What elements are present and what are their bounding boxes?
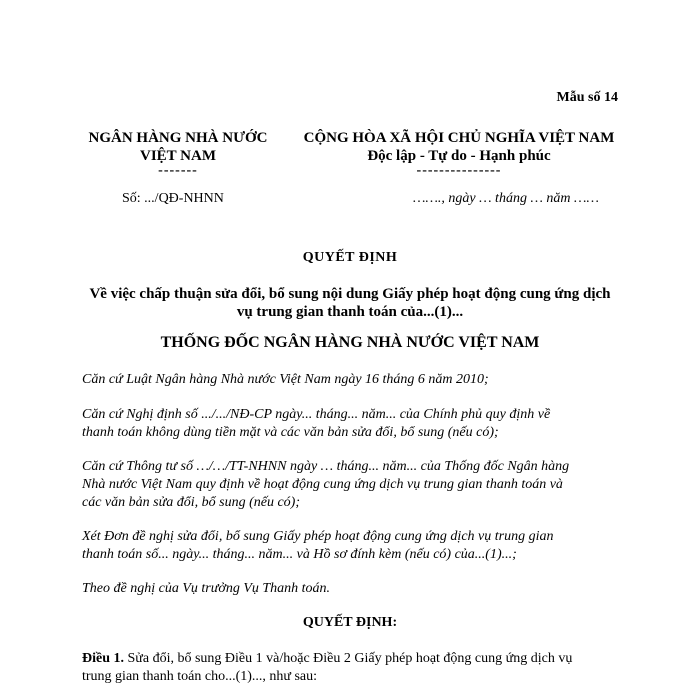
agency-name-line1: NGÂN HÀNG NHÀ NƯỚC [88,130,268,146]
article-1-text: Sửa đổi, bổ sung Điều 1 và/hoặc Điều 2 Giấy phép hoạt động cung ứng dịch vụ [124,651,573,666]
preamble-decree-line1: Căn cứ Nghị định số .../.../NĐ-CP ngày... tháng... năm... của Chính phủ quy định về [82,407,551,422]
agency-rule: ------- [158,163,198,178]
agency-name-line2: VIỆT NAM [140,148,216,164]
decision-heading: QUYẾT ĐỊNH: [302,615,398,630]
preamble-circular-line2: Nhà nước Việt Nam quy định về hoạt động cung ứng dịch vụ trung gian thanh toán và [82,477,563,492]
article-1-label: Điều 1. [82,651,124,666]
state-rule: --------------- [416,163,502,178]
state-motto: Độc lập - Tự do - Hạnh phúc [367,148,551,164]
subject-line1: Về việc chấp thuận sửa đổi, bổ sung nội dung Giấy phép hoạt động cung ứng dịch [89,286,611,302]
issuing-authority: THỐNG ĐỐC NGÂN HÀNG NHÀ NƯỚC VIỆT NAM [160,334,540,351]
preamble-application-line1: Xét Đơn đề nghị sửa đổi, bổ sung Giấy phép hoạt động cung ứng dịch vụ trung gian [82,529,554,544]
article-1-line2: trung gian thanh toán cho...(1)..., như sau: [82,669,318,684]
preamble-decree-line2: thanh toán không dùng tiền mặt và các văn bản sửa đổi, bổ sung (nếu có); [82,425,499,440]
preamble-circular-line1: Căn cứ Thông tư số …/…/TT-NHNN ngày … tháng... năm... của Thống đốc Ngân hàng [82,459,570,474]
preamble-circular-line3: các văn bản sửa đổi, bổ sung (nếu có); [82,495,300,510]
document-date: ……., ngày … tháng … năm …… [413,191,599,206]
subject-line2: vụ trung gian thanh toán của...(1)... [236,304,464,320]
preamble-application-line2: thanh toán số... ngày... tháng... năm... và Hồ sơ đính kèm (nếu có) của...(1)...; [82,547,517,562]
form-label: Mẫu số 14 [556,90,618,105]
document-number: Số: .../QĐ-NHNN [122,191,224,206]
article-1-line1 [82,651,572,667]
preamble-proposal: Theo đề nghị của Vụ trưởng Vụ Thanh toán. [82,581,331,596]
document-title: QUYẾT ĐỊNH [302,250,398,265]
preamble-law: Căn cứ Luật Ngân hàng Nhà nước Việt Nam ngày 16 tháng 6 năm 2010; [82,372,489,387]
state-name: CỘNG HÒA XÃ HỘI CHỦ NGHĨA VIỆT NAM [303,130,615,146]
